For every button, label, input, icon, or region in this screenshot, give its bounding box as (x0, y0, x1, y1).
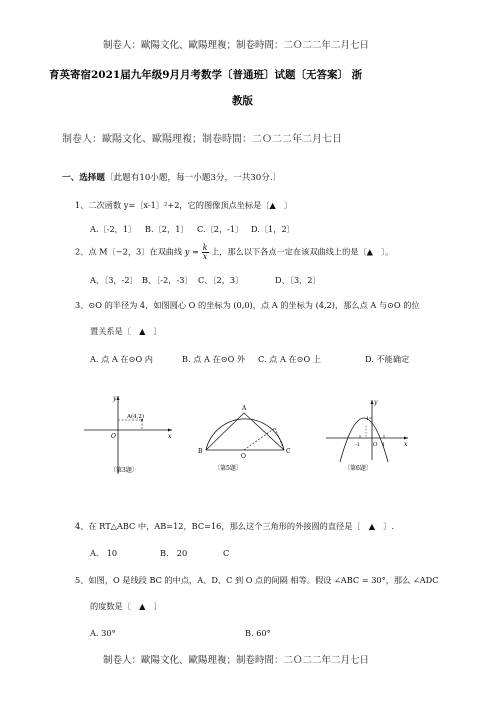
question-5-line1: 5、如图，O 是线段 BC 的中点，A、D、C 到 O 点的间隔 相等。假设 ∠ABC = 30°，那么 ∠ADC (75, 575, 439, 585)
section-heading (62, 171, 281, 183)
fig6-caption: 〔第6题〕 (344, 465, 372, 472)
question-3-line1: 3、⊙O 的半径为 4，如图圆心 O 的坐标为 (0,0)，点 A 的坐标为 (4,2)，那么点 A 与⊙O 的位 (75, 300, 420, 310)
fig5-label-a: A (242, 405, 247, 412)
q3-option-c: C. 点 A 在⊙O 上 (258, 354, 322, 364)
fig6-x-label: x (404, 441, 408, 448)
q2-option-a: A、〔3，-2〕 (90, 275, 138, 285)
q2-text-pre: 2、点 M〔−2，3〕在双曲线 (75, 246, 183, 257)
document-title-line1: 育英寄宿2021届九年级9月月考数学〔普通班〕试题〔无答案〕 浙 (49, 69, 363, 81)
figure-5-semicircle-diagram (196, 400, 294, 476)
header-top: 制卷人：歐陽文化、歐陽理複；制卷時間：二Ｏ二二年二月七日 (103, 40, 370, 51)
question-1: 1、二次函数 y=〔x-1〕²+2，它的图像顶点坐标是〔▲ 〕 (75, 200, 293, 210)
q4-option-c: C (223, 548, 230, 558)
question-3-line2: 置关系是〔 ▲ 〕 (90, 326, 162, 336)
header-sub: 制卷人：歐陽文化、歐陽理複；制卷時間：二Ｏ二二年二月七日 (62, 134, 342, 145)
question-4: 4、在 RT△ABC 中，AB=12，BC=16，那么这个三角形的外接圆的直径是〔 ▲ 〕. (75, 521, 395, 531)
fig3-x-label: x (168, 433, 172, 440)
fig5-caption: 〔第5题〕 (214, 465, 242, 472)
fig6-tick-y: 1 (366, 416, 370, 422)
fig5-label-c: C (286, 448, 291, 455)
q4-option-a: A. 10 (90, 548, 118, 558)
fig6-tick-neg: -1 (355, 442, 360, 448)
fig5-label-b: B (198, 448, 203, 455)
document-title-line2: 教版 (232, 95, 253, 107)
fig3-caption: 〔第3题〕 (110, 467, 138, 474)
figure-6-parabola-diagram (322, 396, 412, 476)
question-2: 2、点 M〔−2，3〕在双曲线 y = $\frac{k}{x}$ 上，那么以下各点一定在该双曲线上的是〔▲ 〕。 (75, 243, 394, 261)
q4-option-b: B. 20 (160, 548, 188, 558)
fig3-origin-label: O (111, 433, 116, 440)
q2-text-post: 上，那么以下各点一定在该双曲线上的是〔▲ 〕。 (211, 246, 394, 257)
footer: 制卷人：歐陽文化、歐陽理複；制卷時間：二Ｏ二二年二月七日 (103, 655, 370, 666)
q5-option-b: B. 60° (245, 628, 271, 638)
q1-option-d: D.〔1，2〕 (251, 224, 295, 234)
fig3-y-label: y (113, 395, 117, 402)
q2-denominator: x (202, 252, 208, 261)
section-title: 一、选择题 (62, 173, 105, 183)
q2-option-b: B、〔-2，-3〕 (142, 275, 193, 285)
q2-option-d: D、〔3，2〕 (275, 275, 321, 285)
q2-fraction (202, 244, 209, 261)
q3-option-a: A. 点 A 在⊙O 内 (90, 354, 153, 364)
q2-option-c: C、〔2，3〕 (198, 275, 244, 285)
section-desc: 〔此题有10小题，每一小题3分，一共30分.〕 (104, 173, 282, 183)
fig5-label-o: O (241, 453, 246, 460)
q3-option-d: D. 不能确定 (365, 354, 410, 364)
fig6-y-label: y (374, 399, 378, 406)
q5-option-a: A. 30° (90, 628, 116, 638)
fig6-tick-pos: 1 (382, 442, 386, 448)
fig3-point-label: A(4,2) (127, 414, 145, 420)
question-5-line2: 的度数是〔 ▲ 〕 (90, 601, 162, 611)
q3-option-b: B. 点 A 在⊙O 外 (182, 354, 246, 364)
q1-option-b: B.〔2，1〕 (145, 224, 189, 234)
q2-numerator: k (202, 243, 208, 252)
q1-option-c: C.〔2，-1〕 (197, 224, 244, 234)
figure-3-coordinate-diagram (80, 392, 180, 480)
q1-option-a: A.〔-2，1〕 (90, 224, 137, 234)
fig6-origin-label: O (373, 442, 378, 448)
